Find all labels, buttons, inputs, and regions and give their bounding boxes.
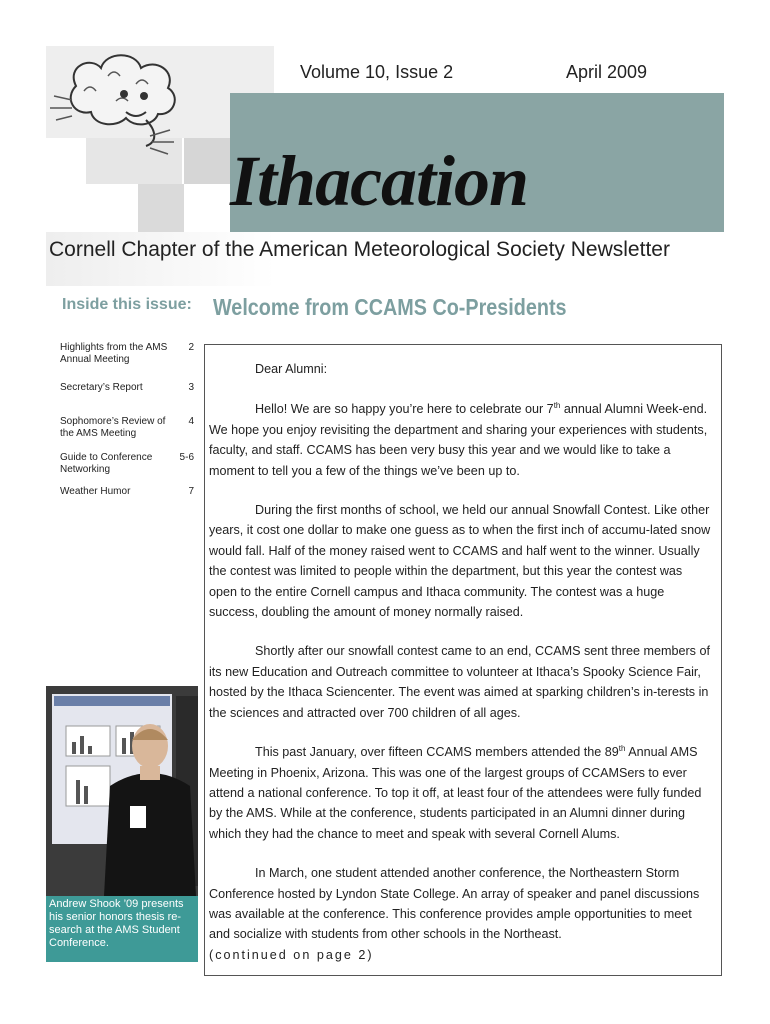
toc-item-title: Weather Humor (60, 486, 131, 497)
toc-item[interactable] (60, 382, 198, 394)
newsletter-title: Ithacation (230, 141, 529, 221)
toc-item-page: 3 (188, 382, 194, 393)
article-headline: Welcome from CCAMS Co-Presidents (213, 294, 567, 320)
volume-issue: Volume 10, Issue 2 (300, 62, 454, 82)
continued-link[interactable]: (continued on page 2) (209, 947, 374, 962)
toc-item[interactable] (60, 342, 198, 366)
toc-item[interactable] (60, 486, 198, 498)
paragraph: Hello! We are so happy you’re here to celebrate our 7th annual Alumni Week-end. We hope you enjoy revisiting the department and sharing your experiences with students, faculty, and staff. CCAMS has been very busy this year and we would like to take a moment to tell you a few of the things we’ve been up to. (209, 401, 708, 478)
toc-item-page: 2 (188, 342, 194, 353)
photo-caption: Andrew Shook ’09 presents his senior honors thesis re-search at the AMS Student Conference. (46, 896, 198, 962)
paragraph: In March, one student attended another conference, the Northeastern Storm Conference hosted by Lyndon State College. An array of speaker and panel discussions was available at the conference. This conference provides ample opportunities to meet and socialize with students from other schools in the Northeast. (209, 866, 700, 942)
toc-item[interactable] (60, 416, 198, 440)
presenter-photo (46, 686, 198, 896)
poster-photo-illustration (46, 686, 198, 896)
decor-square (184, 138, 230, 184)
article-body (204, 344, 722, 976)
paragraph: Shortly after our snowfall contest came to an end, CCAMS sent three members of its new Education and Outreach committee to volunteer at Ithaca’s Spooky Science Fair, hosted by the Ithaca Sciencenter. The event was aimed at sparking children’s in-terests in the sciences and attracted over 700 children of all ages. (209, 644, 710, 720)
toc-item-page: 5-6 (179, 452, 194, 463)
toc-item-title: Secretary’s Report (60, 382, 143, 393)
toc-item-title: Sophomore’s Review of the AMS Meeting (60, 416, 166, 439)
toc-item-title: Guide to Conference Networking (60, 452, 153, 475)
issue-date: April 2009 (566, 62, 648, 82)
toc-item-page: 4 (188, 416, 194, 427)
salutation: Dear Alumni: (255, 362, 328, 376)
toc-item-page: 7 (188, 486, 194, 497)
paragraph: During the first months of school, we held our annual Snowfall Contest. Like other years, it cost one dollar to make one guess as to when the first inch of accumu-lated snow would fall. Half of the money raised went to CCAMS and half went to the winner. Usually the contest was limited to people within the department, but this year the contest was open to the entire Cornell campus and Ithaca community. The contest was a huge success, doubling the amount of money normally raised. (209, 503, 711, 620)
toc-item-title: Highlights from the AMS Annual Meeting (60, 342, 168, 365)
decor-square (138, 184, 184, 232)
paragraph: This past January, over fifteen CCAMS members attended the 89th Annual AMS Meeting in Phoenix, Arizona. This was one of the largest groups of CCAMSers to ever attend a national conference. To top it off, at least four of the attendees were fully funded by the AMS. While at the conference, students participated in an Alumni dinner during which they had the chance to meet and speak with several Cornell Alums. (209, 743, 702, 841)
newsletter-subtitle: Cornell Chapter of the American Meteorological Society Newsletter (49, 238, 670, 261)
toc-heading: Inside this issue: (62, 296, 192, 313)
toc-item[interactable] (60, 452, 198, 476)
wind-cloud-icon (46, 46, 186, 166)
